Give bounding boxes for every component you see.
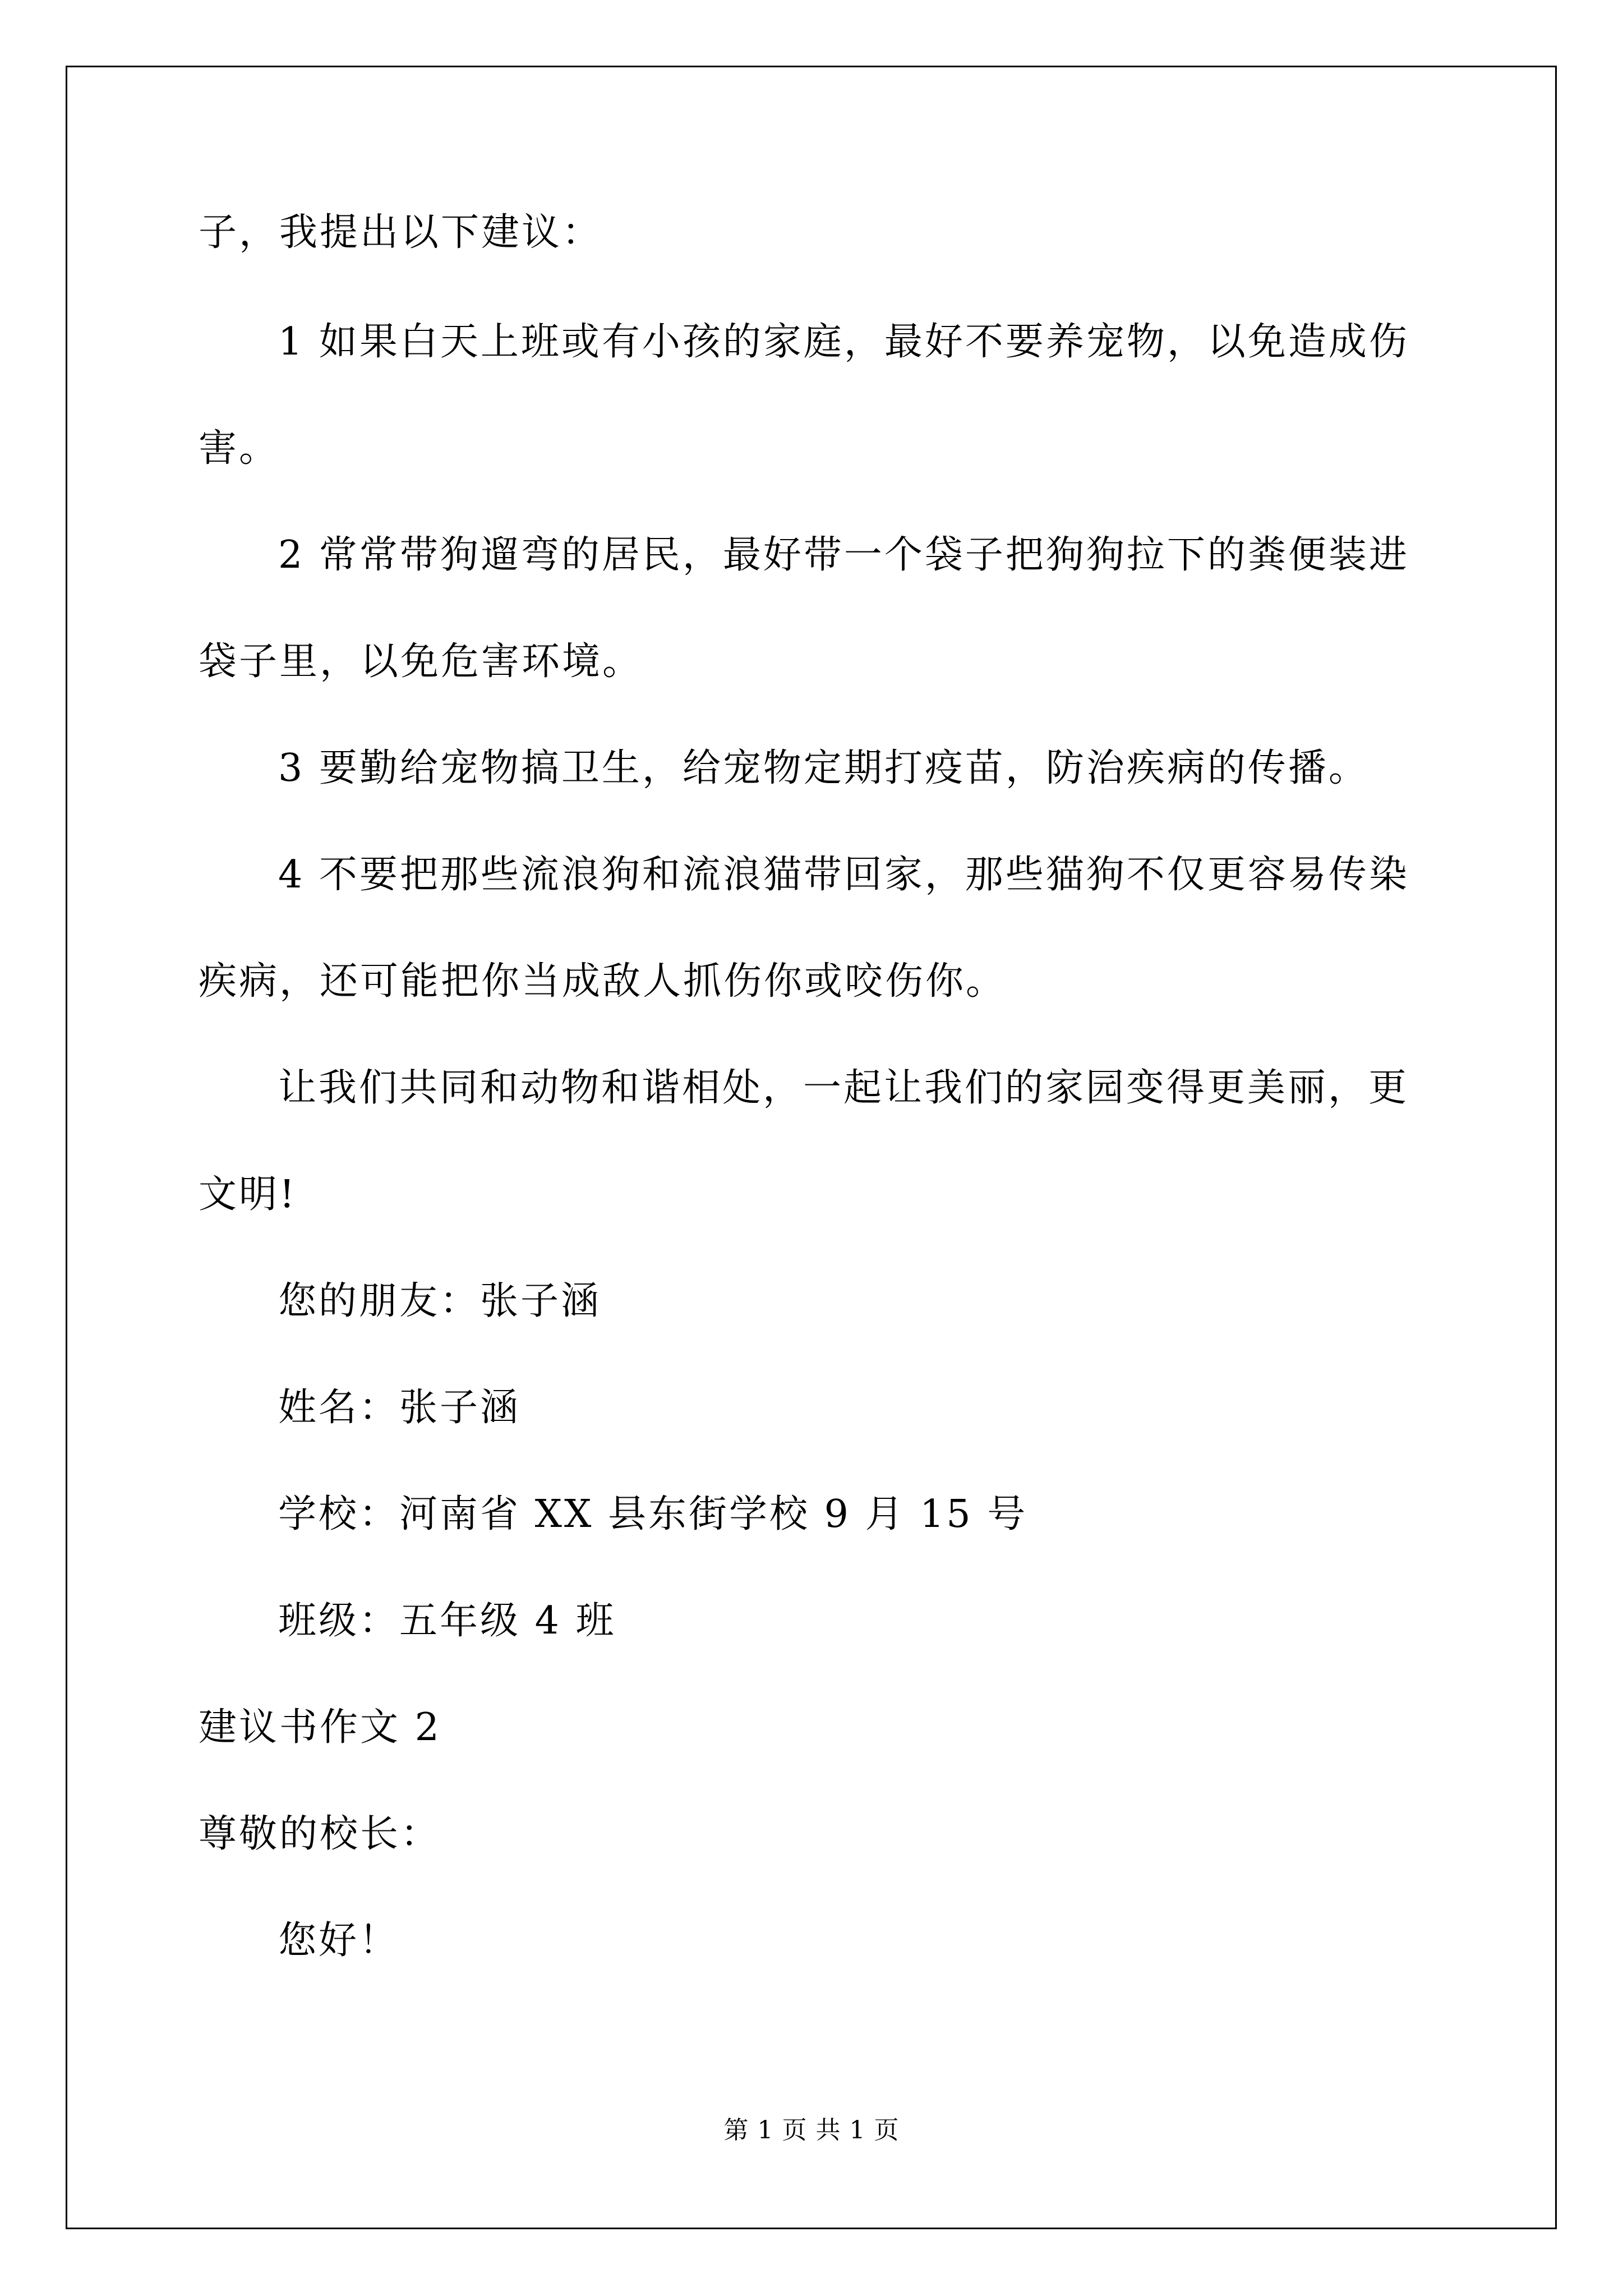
greeting-line: 您好！: [278, 1918, 400, 1963]
paragraph-line: 子，我提出以下建议：: [199, 210, 603, 255]
paragraph-line: 袋子里，以免危害环境。: [199, 639, 643, 684]
paragraph-line: 4 不要把那些流浪狗和流浪猫带回家，那些猫狗不仅更容易传染: [278, 853, 1409, 897]
salutation-line: 尊敬的校长：: [199, 1812, 441, 1856]
signature-line: 您的朋友：张子涵: [278, 1279, 602, 1323]
paragraph-line: 害。: [199, 426, 280, 471]
section-heading: 建议书作文 2: [199, 1705, 441, 1750]
paragraph-line: 3 要勤给宠物搞卫生，给宠物定期打疫苗，防治疾病的传播。: [278, 746, 1369, 790]
paragraph-line: 文明!: [199, 1172, 297, 1217]
school-line: 学校：河南省 XX 县东街学校 9 月 15 号: [278, 1492, 1028, 1536]
page-footer: 第 1 页 共 1 页: [723, 2116, 900, 2145]
paragraph-line: 1 如果白天上班或有小孩的家庭，最好不要养宠物，以免造成伤: [278, 320, 1409, 364]
class-line: 班级：五年级 4 班: [278, 1599, 616, 1643]
paragraph-line: 2 常常带狗遛弯的居民，最好带一个袋子把狗狗拉下的粪便装进: [278, 533, 1409, 577]
paragraph-line: 让我们共同和动物和谐相处，一起让我们的家园变得更美丽，更: [278, 1066, 1409, 1110]
paragraph-line: 疾病，还可能把你当成敌人抓伤你或咬伤你。: [199, 959, 1007, 1004]
name-line: 姓名：张子涵: [278, 1386, 521, 1430]
page-border: [66, 66, 1557, 2229]
